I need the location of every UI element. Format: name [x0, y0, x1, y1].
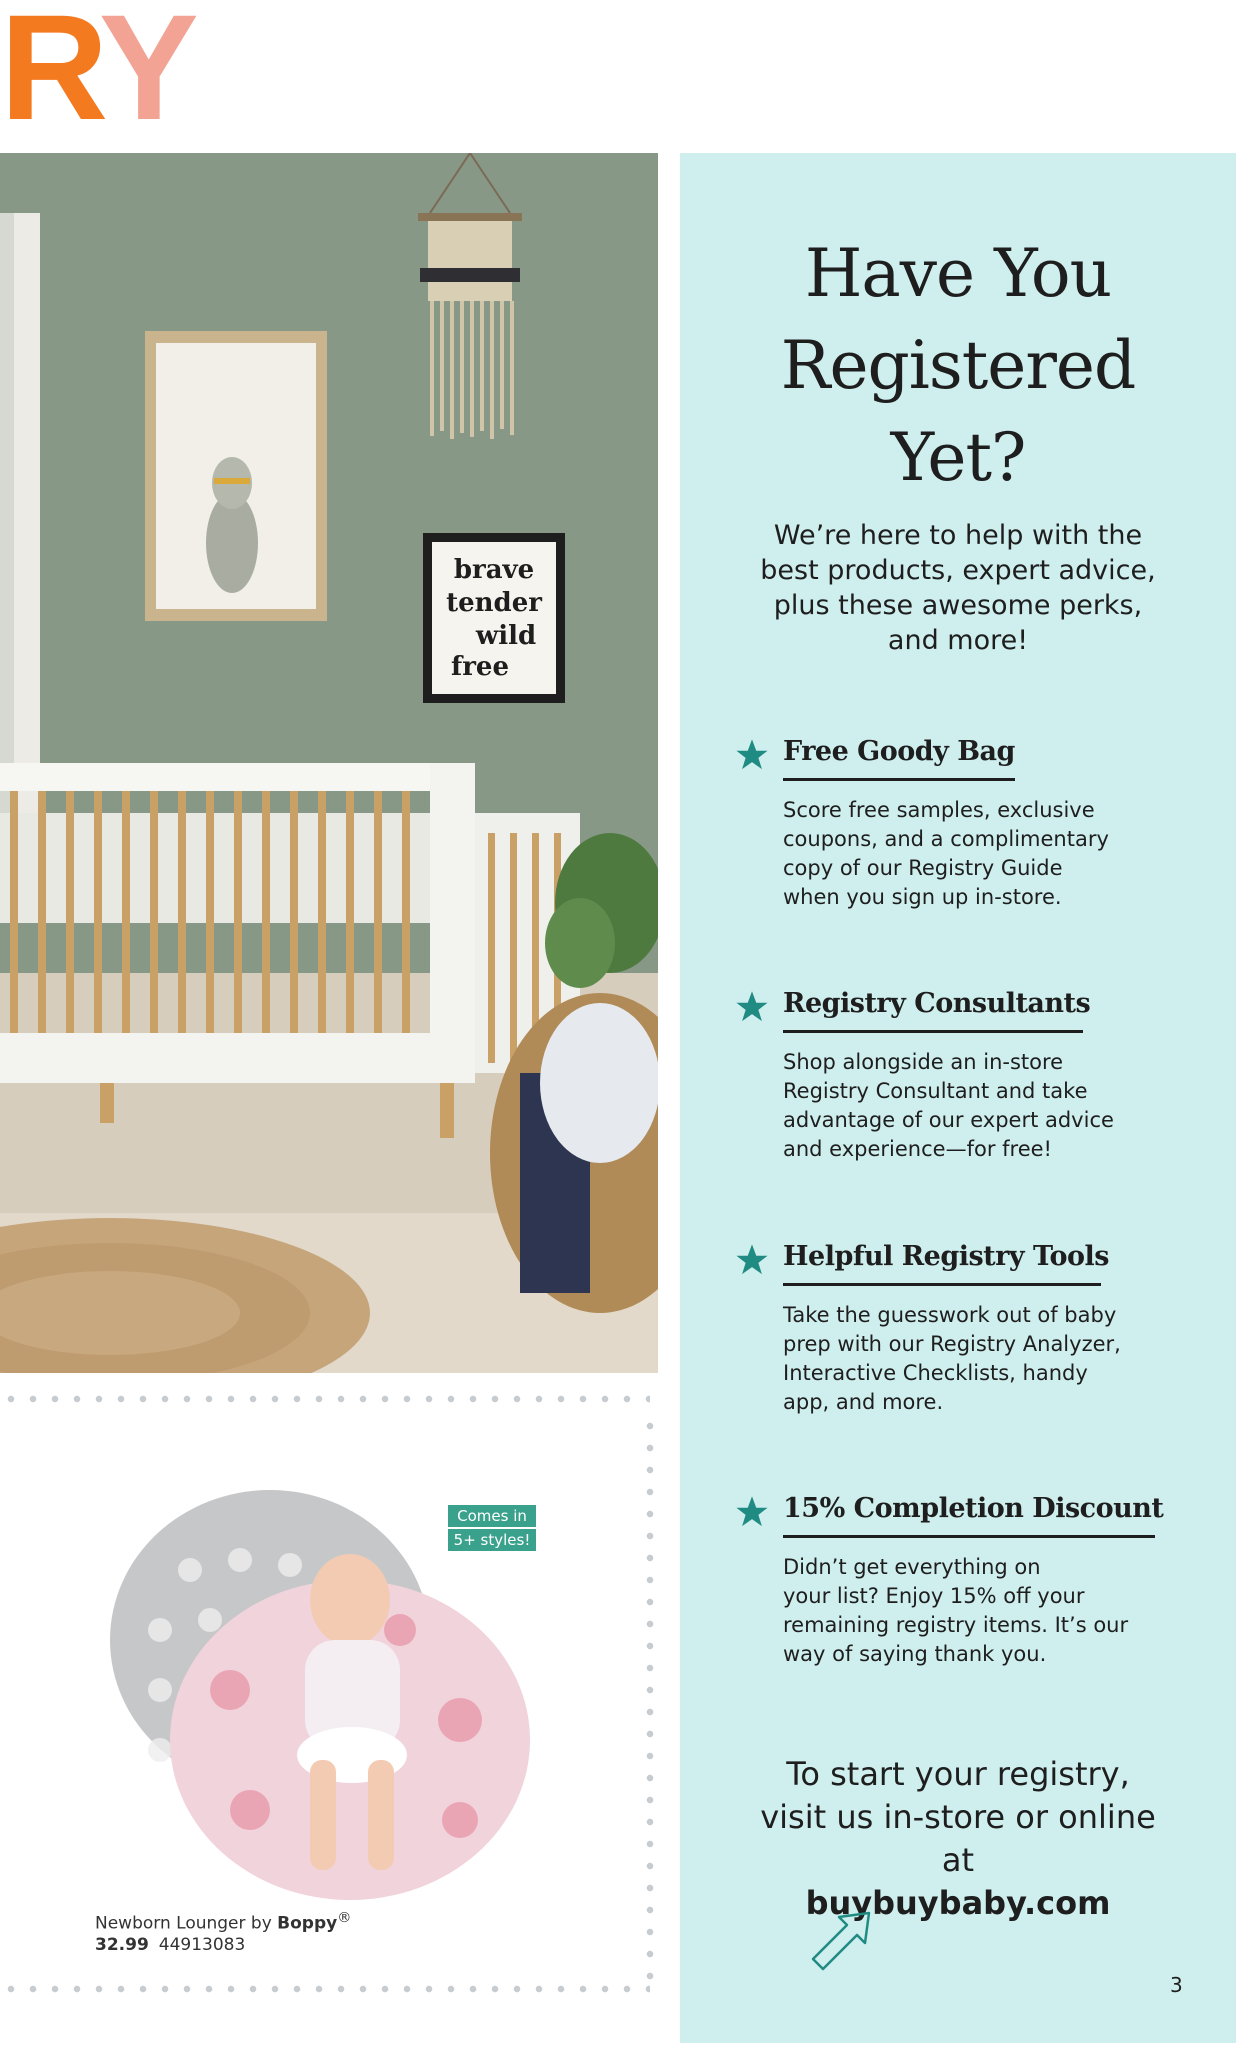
intro-line-2: best products, expert advice,: [760, 555, 1156, 586]
cta-prefix: at: [941, 1841, 975, 1879]
badge-line-2: 5+ styles!: [448, 1527, 536, 1551]
perk-line: Score free samples, exclusive: [783, 798, 1095, 822]
star-icon: [735, 738, 769, 772]
nursery-photo: [0, 153, 658, 1373]
panel-intro: [700, 518, 1216, 658]
intro-line-4: and more!: [887, 625, 1029, 656]
dotted-border-top: [0, 1395, 650, 1403]
perk-title: Free Goody Bag: [783, 736, 1015, 767]
title-line-3: Yet?: [890, 419, 1026, 496]
sign-word-1: brave: [453, 555, 535, 585]
perk-line: Shop alongside an in-store: [783, 1050, 1064, 1074]
product-price: 32.99: [95, 1935, 149, 1955]
perk-completion-discount: [735, 1493, 1215, 1683]
perk-underline: [783, 778, 1015, 781]
cta-line-1: To start your registry,: [786, 1755, 1130, 1793]
perk-underline: [783, 1030, 1083, 1033]
newborn-lounger-image: [100, 1490, 540, 1910]
cta-line-2: visit us in-store or online: [760, 1798, 1156, 1836]
perk-line: your list? Enjoy 15% off your: [783, 1584, 1085, 1608]
header: [0, 0, 1250, 150]
perk-body: [783, 1048, 1213, 1164]
perk-helpful-registry-tools: [735, 1241, 1215, 1431]
perk-line: remaining registry items. It’s our: [783, 1613, 1129, 1637]
perk-line: when you sign up in-store.: [783, 885, 1062, 909]
cta-url-link[interactable]: buybuybaby.com: [805, 1884, 1111, 1922]
perk-underline: [783, 1535, 1155, 1538]
product-price-line: [95, 1935, 245, 1955]
perk-line: advantage of our expert advice: [783, 1108, 1114, 1132]
title-line-1: Have You: [804, 235, 1112, 312]
badge-line-1: Comes in: [457, 1507, 527, 1525]
header-letters: [0, 0, 195, 151]
dotted-border-right: [646, 1415, 654, 1985]
title-line-2: Registered: [780, 327, 1136, 404]
sign-word-3: wild: [475, 621, 537, 651]
page-number: 3: [1170, 1973, 1183, 1997]
registry-panel: [680, 153, 1236, 2043]
perk-line: app, and more.: [783, 1390, 944, 1414]
intro-line-1: We’re here to help with the: [773, 520, 1143, 551]
perk-body: [783, 1553, 1213, 1669]
header-letter-r: R: [0, 0, 99, 151]
star-icon: [735, 1495, 769, 1529]
perk-line: Take the guesswork out of baby: [783, 1303, 1117, 1327]
panel-title: [680, 228, 1236, 504]
product-name: [95, 1910, 351, 1934]
product-name-text: Newborn Lounger by: [95, 1913, 278, 1934]
perk-line: prep with our Registry Analyzer,: [783, 1332, 1121, 1356]
product-box: [0, 1395, 658, 1995]
perk-line: way of saying thank you.: [783, 1642, 1047, 1666]
perk-underline: [783, 1283, 1101, 1286]
product-brand: Boppy: [277, 1913, 338, 1934]
header-letter-y: Y: [98, 0, 195, 151]
perk-line: copy of our Registry Guide: [783, 856, 1063, 880]
perk-title: 15% Completion Discount: [783, 1493, 1164, 1524]
perk-body: [783, 796, 1213, 912]
dotted-border-bottom: [0, 1985, 650, 1993]
cta-line-3: [680, 1839, 1236, 1925]
perk-line: coupons, and a complimentary: [783, 827, 1109, 851]
perk-line: Registry Consultant and take: [783, 1079, 1088, 1103]
perk-title: Helpful Registry Tools: [783, 1241, 1109, 1272]
perk-line: Didn’t get everything on: [783, 1555, 1041, 1579]
styles-badge: [448, 1505, 536, 1551]
intro-line-3: plus these awesome perks,: [773, 590, 1143, 621]
call-to-action: [680, 1753, 1236, 1925]
perk-free-goody-bag: [735, 736, 1215, 926]
arrow-up-right-icon: [803, 1901, 883, 1981]
perk-body: [783, 1301, 1213, 1417]
star-icon: [735, 1243, 769, 1277]
perk-line: and experience—for free!: [783, 1137, 1052, 1161]
star-icon: [735, 990, 769, 1024]
perk-line: Interactive Checklists, handy: [783, 1361, 1088, 1385]
product-sku: 44913083: [158, 1935, 246, 1955]
sign-word-2: tender: [446, 588, 542, 618]
registered-mark: ®: [337, 1910, 352, 1926]
perk-registry-consultants: [735, 988, 1215, 1178]
perk-title: Registry Consultants: [783, 988, 1091, 1019]
sign-word-4: free: [451, 652, 509, 682]
